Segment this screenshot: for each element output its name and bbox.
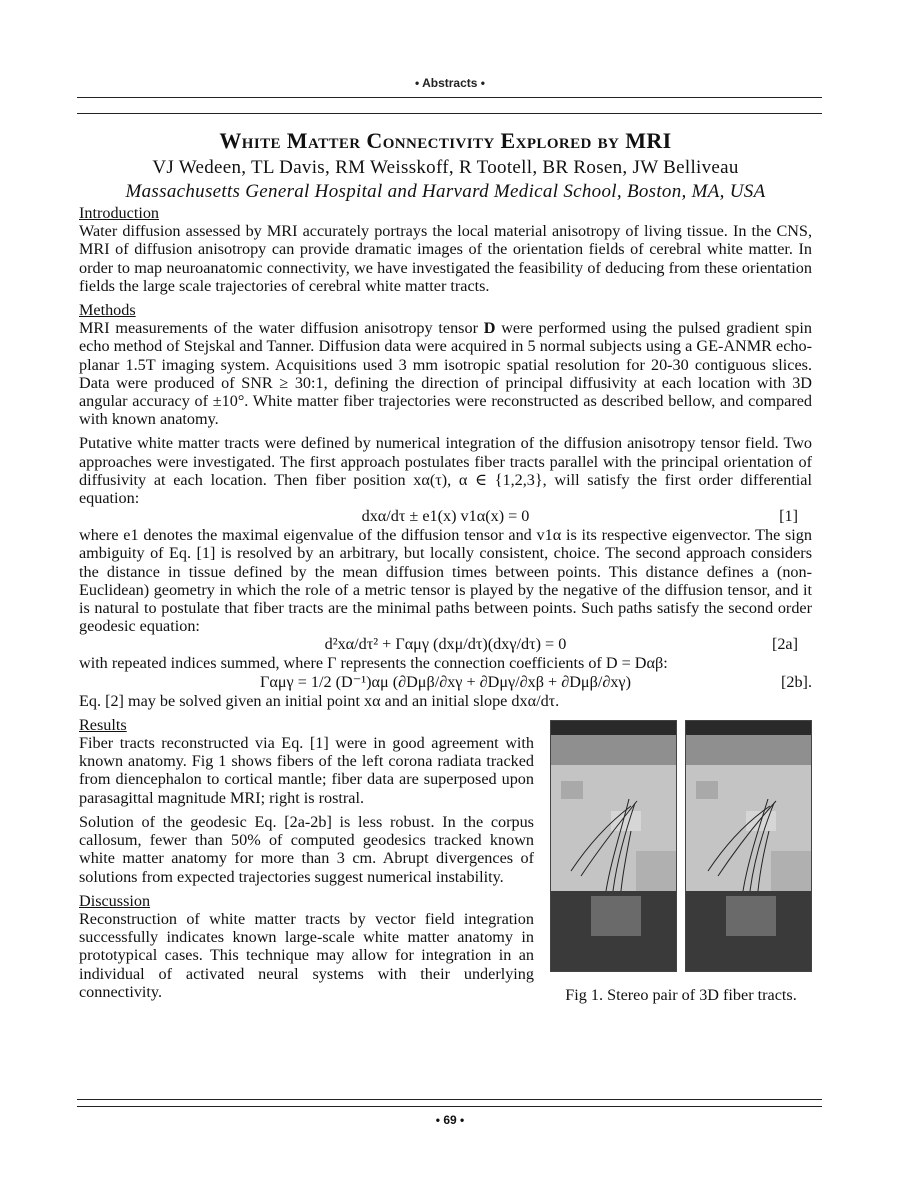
- methods-paragraph-3: where e1 denotes the maximal eigenvalue of the diffusion tensor and v1α is its respective eigenvector. The sign ambiguity of Eq. [1] is resolved by an arbitrary, but locally consistent, choice. The second approach considers the distance in tissue defined by the mean diffusion times between points. This distance defines a (non-Euclidean) geometry in which the role of a metric tensor is played by the negative of the diffusion tensor, and it is natural to postulate that fiber tracts are the minimal paths between points. Such paths satisfy the second order geodesic equation:: [79, 526, 812, 636]
- stereo-image-right: [685, 720, 812, 972]
- header-rule-bottom: [77, 113, 822, 114]
- heading-results: Results: [79, 715, 127, 734]
- methods-paragraph-2: Putative white matter tracts were defined by numerical integration of the diffusion anisotropy tensor field. Two approaches were investigated. The first approach postulates fiber tracts parallel with the principal orientation of diffusivity at each location. Then fiber position xα(τ), α ∈ {1,2,3}, will satisfy the first order differential equation:: [79, 434, 812, 508]
- running-header: • Abstracts •: [415, 76, 485, 90]
- header-rule-top: [77, 97, 822, 98]
- equation-2a: d²xα/dτ² + Γαμγ (dxμ/dτ)(dxγ/dτ) = 0 [2a]: [324, 635, 798, 654]
- introduction-text: Water diffusion assessed by MRI accurately portrays the local material anisotropy of living tissue. In the CNS, MRI of diffusion anisotropy can provide dramatic images of the orientation fields of cerebral white matter. In order to map neuroanatomic connectivity, we have investigated the feasibility of deducing from these orientation fields the large scale trajectories of cerebral white matter tracts.: [79, 222, 812, 295]
- footer-rule-bottom: [77, 1106, 822, 1107]
- heading-discussion: Discussion: [79, 891, 151, 910]
- stereo-image-left: [550, 720, 677, 972]
- text-column: [79, 716, 534, 1007]
- paper-title: White Matter Connectivity Explored by MRI: [219, 128, 672, 153]
- methods-paragraph-4: with repeated indices summed, where Γ represents the connection coefficients of D = Dαβ:: [79, 654, 668, 673]
- affiliation: Massachusetts General Hospital and Harvard Medical School, Boston, MA, USA: [125, 181, 766, 202]
- abstract-body: [79, 118, 812, 1007]
- stereo-pair: [550, 720, 812, 972]
- methods-paragraph-1: MRI measurements of the water diffusion anisotropy tensor D were performed using the pulsed gradient spin echo method of Stejskal and Tanner. Diffusion data were acquired in 5 normal subjects using a GE-ANMR echo-planar 1.5T imaging system. Acquisitions used 3 mm isotropic spatial resolution for 20-30 contiguous slices. Data were produced of SNR ≥ 30:1, defining the direction of principal diffusivity at each location with 3D angular accuracy of ±10°. White matter fiber trajectories were reconstructed as described bellow, and compared with known anatomy.: [79, 319, 812, 429]
- heading-methods: Methods: [79, 301, 136, 320]
- equation-1: dxα/dτ ± e1(x) v1α(x) = 0 [1]: [361, 507, 798, 526]
- heading-introduction: Introduction: [79, 204, 160, 222]
- discussion-text: Reconstruction of white matter tracts by vector field integration successfully indicates known large-scale white matter anatomy in prototypical cases. This technique may allow for integration in an individual of activated neural systems with their underlying connectivity.: [79, 909, 534, 1001]
- results-paragraph-2: Solution of the geodesic Eq. [2a-2b] is less robust. In the corpus callosum, fewer than 50% of computed geodesics tracked known white matter anatomy for more than 3 cm. Abrupt divergences of solutions from expected trajectories suggest numerical instability.: [79, 812, 534, 886]
- page-number: • 69 •: [435, 1113, 465, 1127]
- methods-paragraph-5: Eq. [2] may be solved given an initial point xα and an initial slope dxα/dτ.: [79, 691, 560, 710]
- figure-caption: Fig 1. Stereo pair of 3D fiber tracts.: [565, 985, 797, 1004]
- results-discussion-row: [79, 716, 812, 1007]
- equation-2b: Γαμγ = 1/2 (D⁻¹)αμ (∂Dμβ/∂xγ + ∂Dμγ/∂xβ + ∂Dμβ/∂xγ) [2b].: [260, 672, 812, 691]
- author-list: VJ Wedeen, TL Davis, RM Weisskoff, R Tootell, BR Rosen, JW Belliveau: [152, 157, 739, 178]
- results-paragraph-1: Fiber tracts reconstructed via Eq. [1] were in good agreement with known anatomy. Fig 1 shows fibers of the left corona radiata tracked from diencephalon to cortical mantle; fiber data are superposed upon parasagittal magnitude MRI; right is rostral.: [79, 734, 534, 807]
- figure-1: [550, 716, 812, 1007]
- footer-rule-top: [77, 1099, 822, 1100]
